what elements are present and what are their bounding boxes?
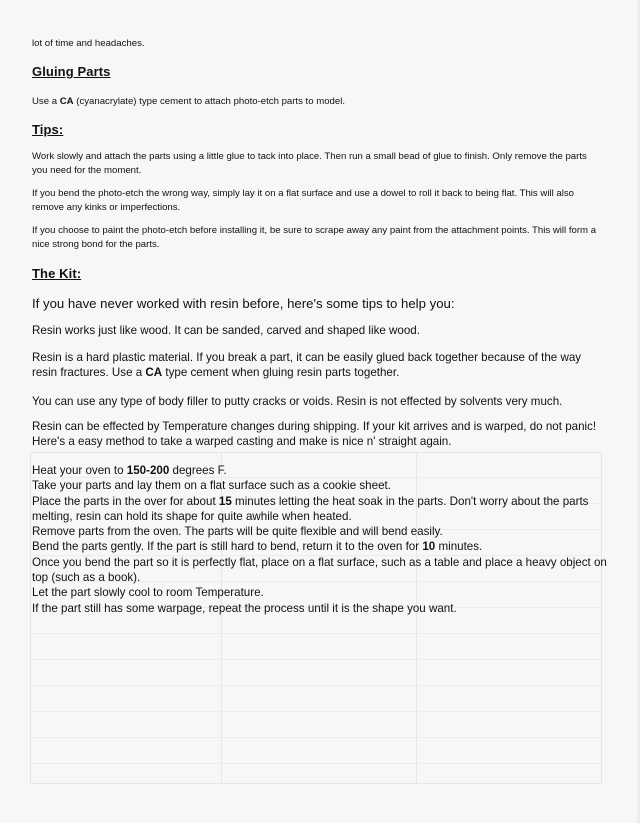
- step-bold: 10: [422, 540, 436, 554]
- ghost-row: [31, 633, 601, 634]
- continued-text: lot of time and headaches.: [32, 38, 145, 49]
- step-text: minutes.: [435, 540, 483, 554]
- step-text: Place the parts in the over for about: [32, 494, 219, 508]
- gluing-text-bold: CA: [59, 96, 74, 107]
- step-text: minutes letting the heat soak in the parts. Don't worry about the parts melting, resin can hold its shape for quite awhile when heated.: [32, 494, 589, 523]
- kit-paragraph: Resin can be effected by Temperature changes during shipping. If your kit arrives and is warped, do not panic! Here's a easy method to take a warped casting and make is nice n' straight again.: [32, 420, 597, 449]
- kit-heading: The Kit:: [32, 266, 82, 281]
- warp-fix-steps: [32, 463, 607, 616]
- kit-paragraph: [32, 350, 607, 381]
- tips-heading: Tips:: [32, 122, 64, 137]
- kit-paragraph: Resin works just like wood. It can be sanded, carved and shaped like wood.: [32, 324, 420, 337]
- ghost-row: [31, 737, 601, 738]
- ghost-row: [31, 763, 601, 764]
- step-bold: 15: [218, 494, 232, 508]
- kit-intro: If you have never worked with resin before, here's some tips to help you:: [32, 296, 455, 311]
- step-text: degrees F.: [169, 464, 227, 477]
- step-line: Remove parts from the oven. The parts will be quite flexible and will bend easily.: [32, 525, 443, 539]
- tip-item: If you bend the photo-etch the wrong way, simply lay it on a flat surface and use a dowel to roll it back to being flat. This will also remove any kinks or imperfections.: [32, 188, 574, 213]
- page-edge-shadow: [636, 0, 640, 823]
- step-line: Let the part slowly cool to room Temperature.: [32, 586, 264, 600]
- step-text: Bend the parts gently. If the part is still hard to bend, return it to the oven for: [32, 540, 423, 554]
- kit-p2-bold: CA: [145, 366, 163, 380]
- kit-paragraph: You can use any type of body filler to putty cracks or voids. Resin is not effected by solvents very much.: [32, 395, 563, 408]
- ghost-row: [31, 685, 601, 686]
- ghost-row: [31, 659, 601, 660]
- gluing-heading: Gluing Parts: [32, 64, 111, 79]
- gluing-text-post: (cyanacrylate) type cement to attach photo-etch parts to model.: [73, 96, 346, 107]
- kit-p2-post: type cement when gluing resin parts together.: [162, 366, 400, 380]
- ghost-row: [31, 711, 601, 712]
- step-text: Heat your oven to: [32, 464, 127, 477]
- step-bold: 150-200: [126, 464, 170, 477]
- step-line: [32, 539, 607, 554]
- tip-item: If you choose to paint the photo-etch before installing it, be sure to scrape away any paint from the attachment points. This will form a nice strong bond for the parts.: [32, 225, 597, 250]
- gluing-text: [32, 95, 597, 109]
- gluing-text-pre: Use a: [32, 96, 60, 107]
- step-line: [32, 494, 607, 525]
- tip-item: Work slowly and attach the parts using a little glue to tack into place. Then run a small bead of glue to finish. Only remove the parts you need for the moment.: [32, 151, 587, 176]
- kit-p2-pre: Resin is a hard plastic material. If you break a part, it can be easily glued back together because of the way resin fractures. Use a: [32, 351, 582, 380]
- step-line: If the part still has some warpage, repeat the process until it is the shape you want.: [32, 601, 457, 615]
- step-line: Once you bend the part so it is perfectly flat, place on a flat surface, such as a table and place a heavy object on top (such as a book).: [32, 555, 607, 585]
- step-line: Take your parts and lay them on a flat surface such as a cookie sheet.: [32, 479, 391, 493]
- step-line: [32, 463, 607, 478]
